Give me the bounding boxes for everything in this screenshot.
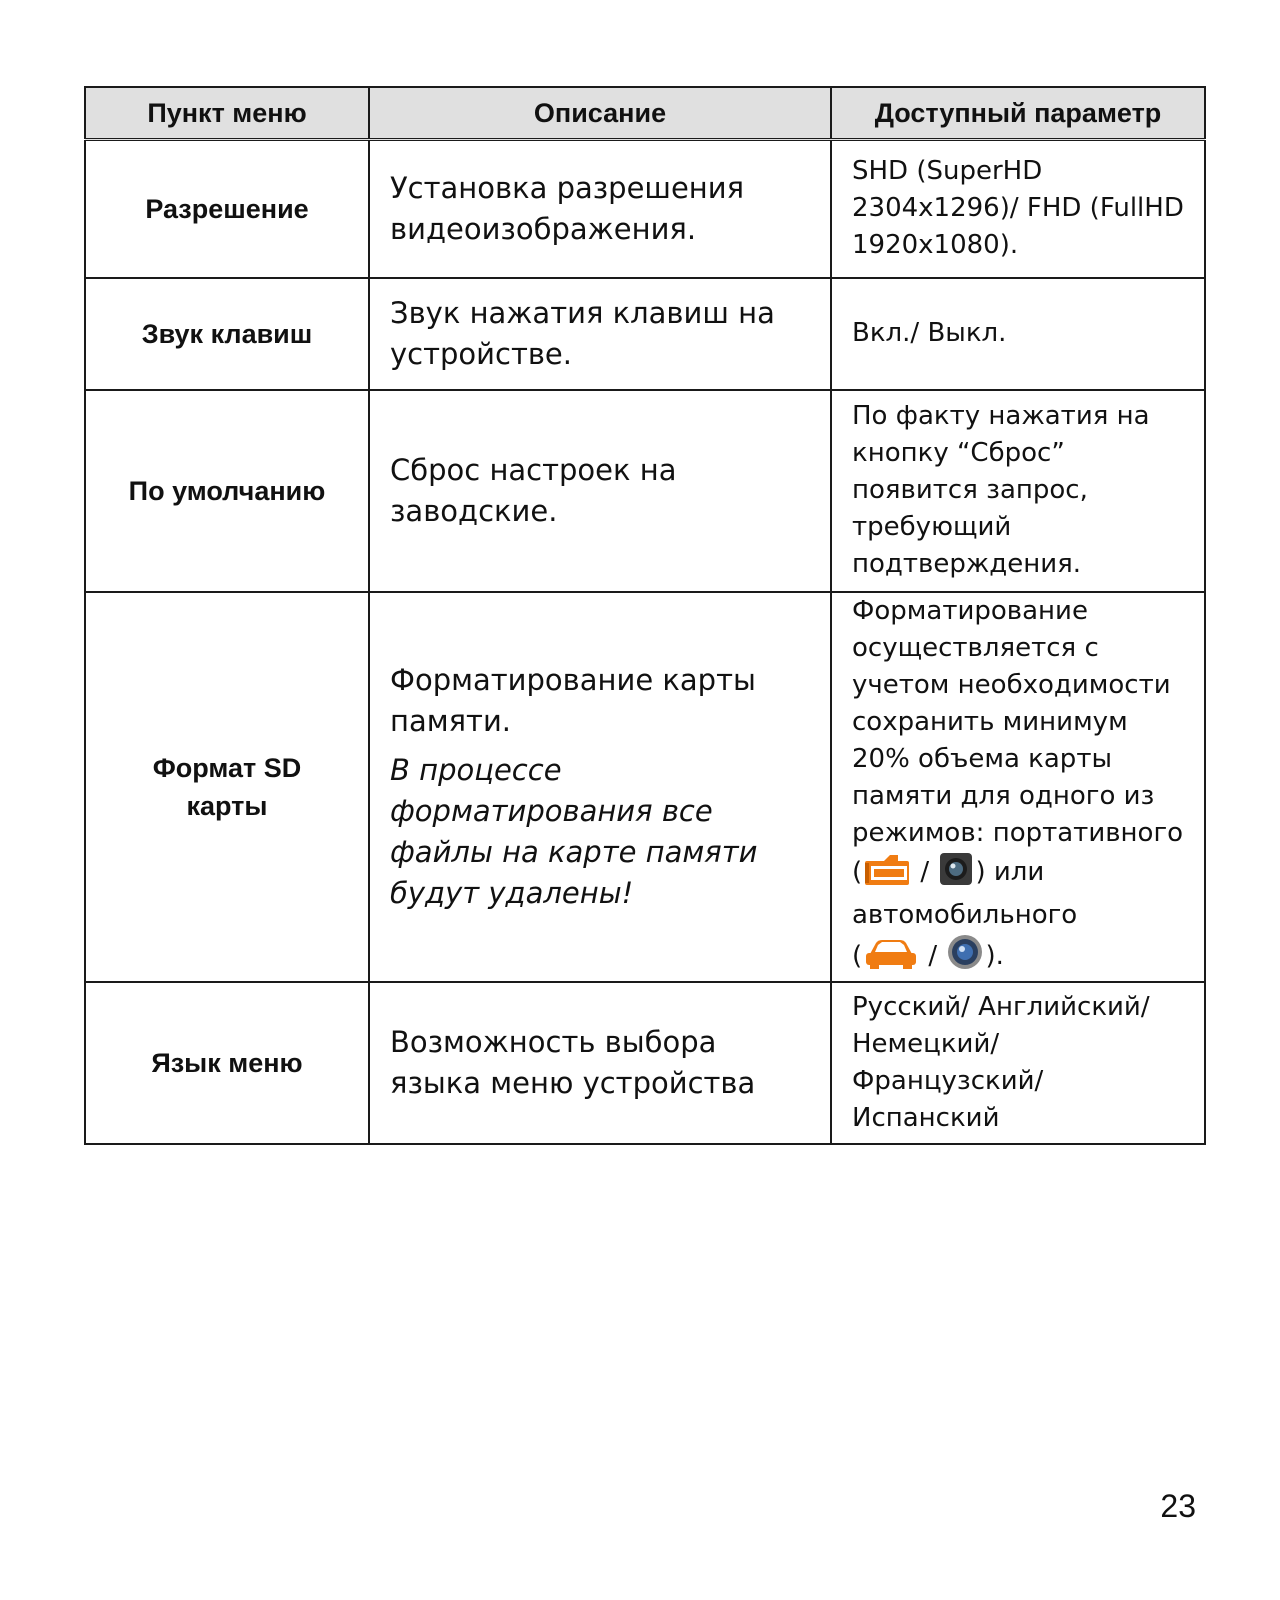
row-item: Звук клавиш <box>85 278 369 390</box>
row-item: Язык меню <box>85 982 369 1144</box>
row-parameter: Русский/ Английский/ Немецкий/ Французский/ Испанский <box>831 982 1205 1144</box>
row-description: Сброс настроек на заводские. <box>369 390 831 592</box>
close-paren-end: ). <box>985 940 1004 971</box>
row-description: Звук нажатия клавиш на устройстве. <box>369 278 831 390</box>
row-parameter: SHD (SuperHD 2304x1296)/ FHD (FullHD 1920x1080). <box>831 140 1205 278</box>
header-description: Описание <box>369 87 831 140</box>
close-paren-or: ) или <box>975 856 1045 887</box>
menu-settings-table <box>84 86 1206 1145</box>
header-menu-item: Пункт меню <box>85 87 369 140</box>
car-lens-icon <box>947 934 983 981</box>
row-description <box>369 592 831 982</box>
table-row <box>85 140 1205 278</box>
slash-separator: / <box>920 940 946 971</box>
table-header-row <box>85 87 1205 140</box>
slash-separator: / <box>912 856 938 887</box>
car-icon <box>864 938 918 981</box>
description-warning-note: В процессе форматирования все файлы на карте памяти будут удалены! <box>390 752 758 910</box>
paren-open: ( <box>852 856 863 887</box>
description-main-text: Форматирование карты памяти. <box>390 662 756 738</box>
portable-camera-icon <box>864 854 910 897</box>
row-item: Формат SD карты <box>85 592 369 982</box>
format-param-text: Форматирование осуществляется с учетом необходимости сохранить минимум 20% объема карты памяти для одного из режимов: портативного <box>852 595 1184 848</box>
row-description: Возможность выбора языка меню устройства <box>369 982 831 1144</box>
table-row <box>85 982 1205 1144</box>
table-row <box>85 592 1205 982</box>
paren-open: ( <box>852 940 863 971</box>
row-description: Установка разрешения видеоизображения. <box>369 140 831 278</box>
row-parameter: По факту нажатия на кнопку “Сброс” появится запрос, требующий подтверждения. <box>831 390 1205 592</box>
row-item: Разрешение <box>85 140 369 278</box>
row-item: По умолчанию <box>85 390 369 592</box>
table-row <box>85 278 1205 390</box>
header-parameter: Доступный параметр <box>831 87 1205 140</box>
format-param-text-2: автомобильного <box>852 899 1078 930</box>
page-number: 23 <box>1160 1488 1196 1524</box>
table-row <box>85 390 1205 592</box>
row-parameter: Вкл./ Выкл. <box>831 278 1205 390</box>
lens-icon <box>939 852 973 897</box>
row-parameter <box>831 592 1205 982</box>
